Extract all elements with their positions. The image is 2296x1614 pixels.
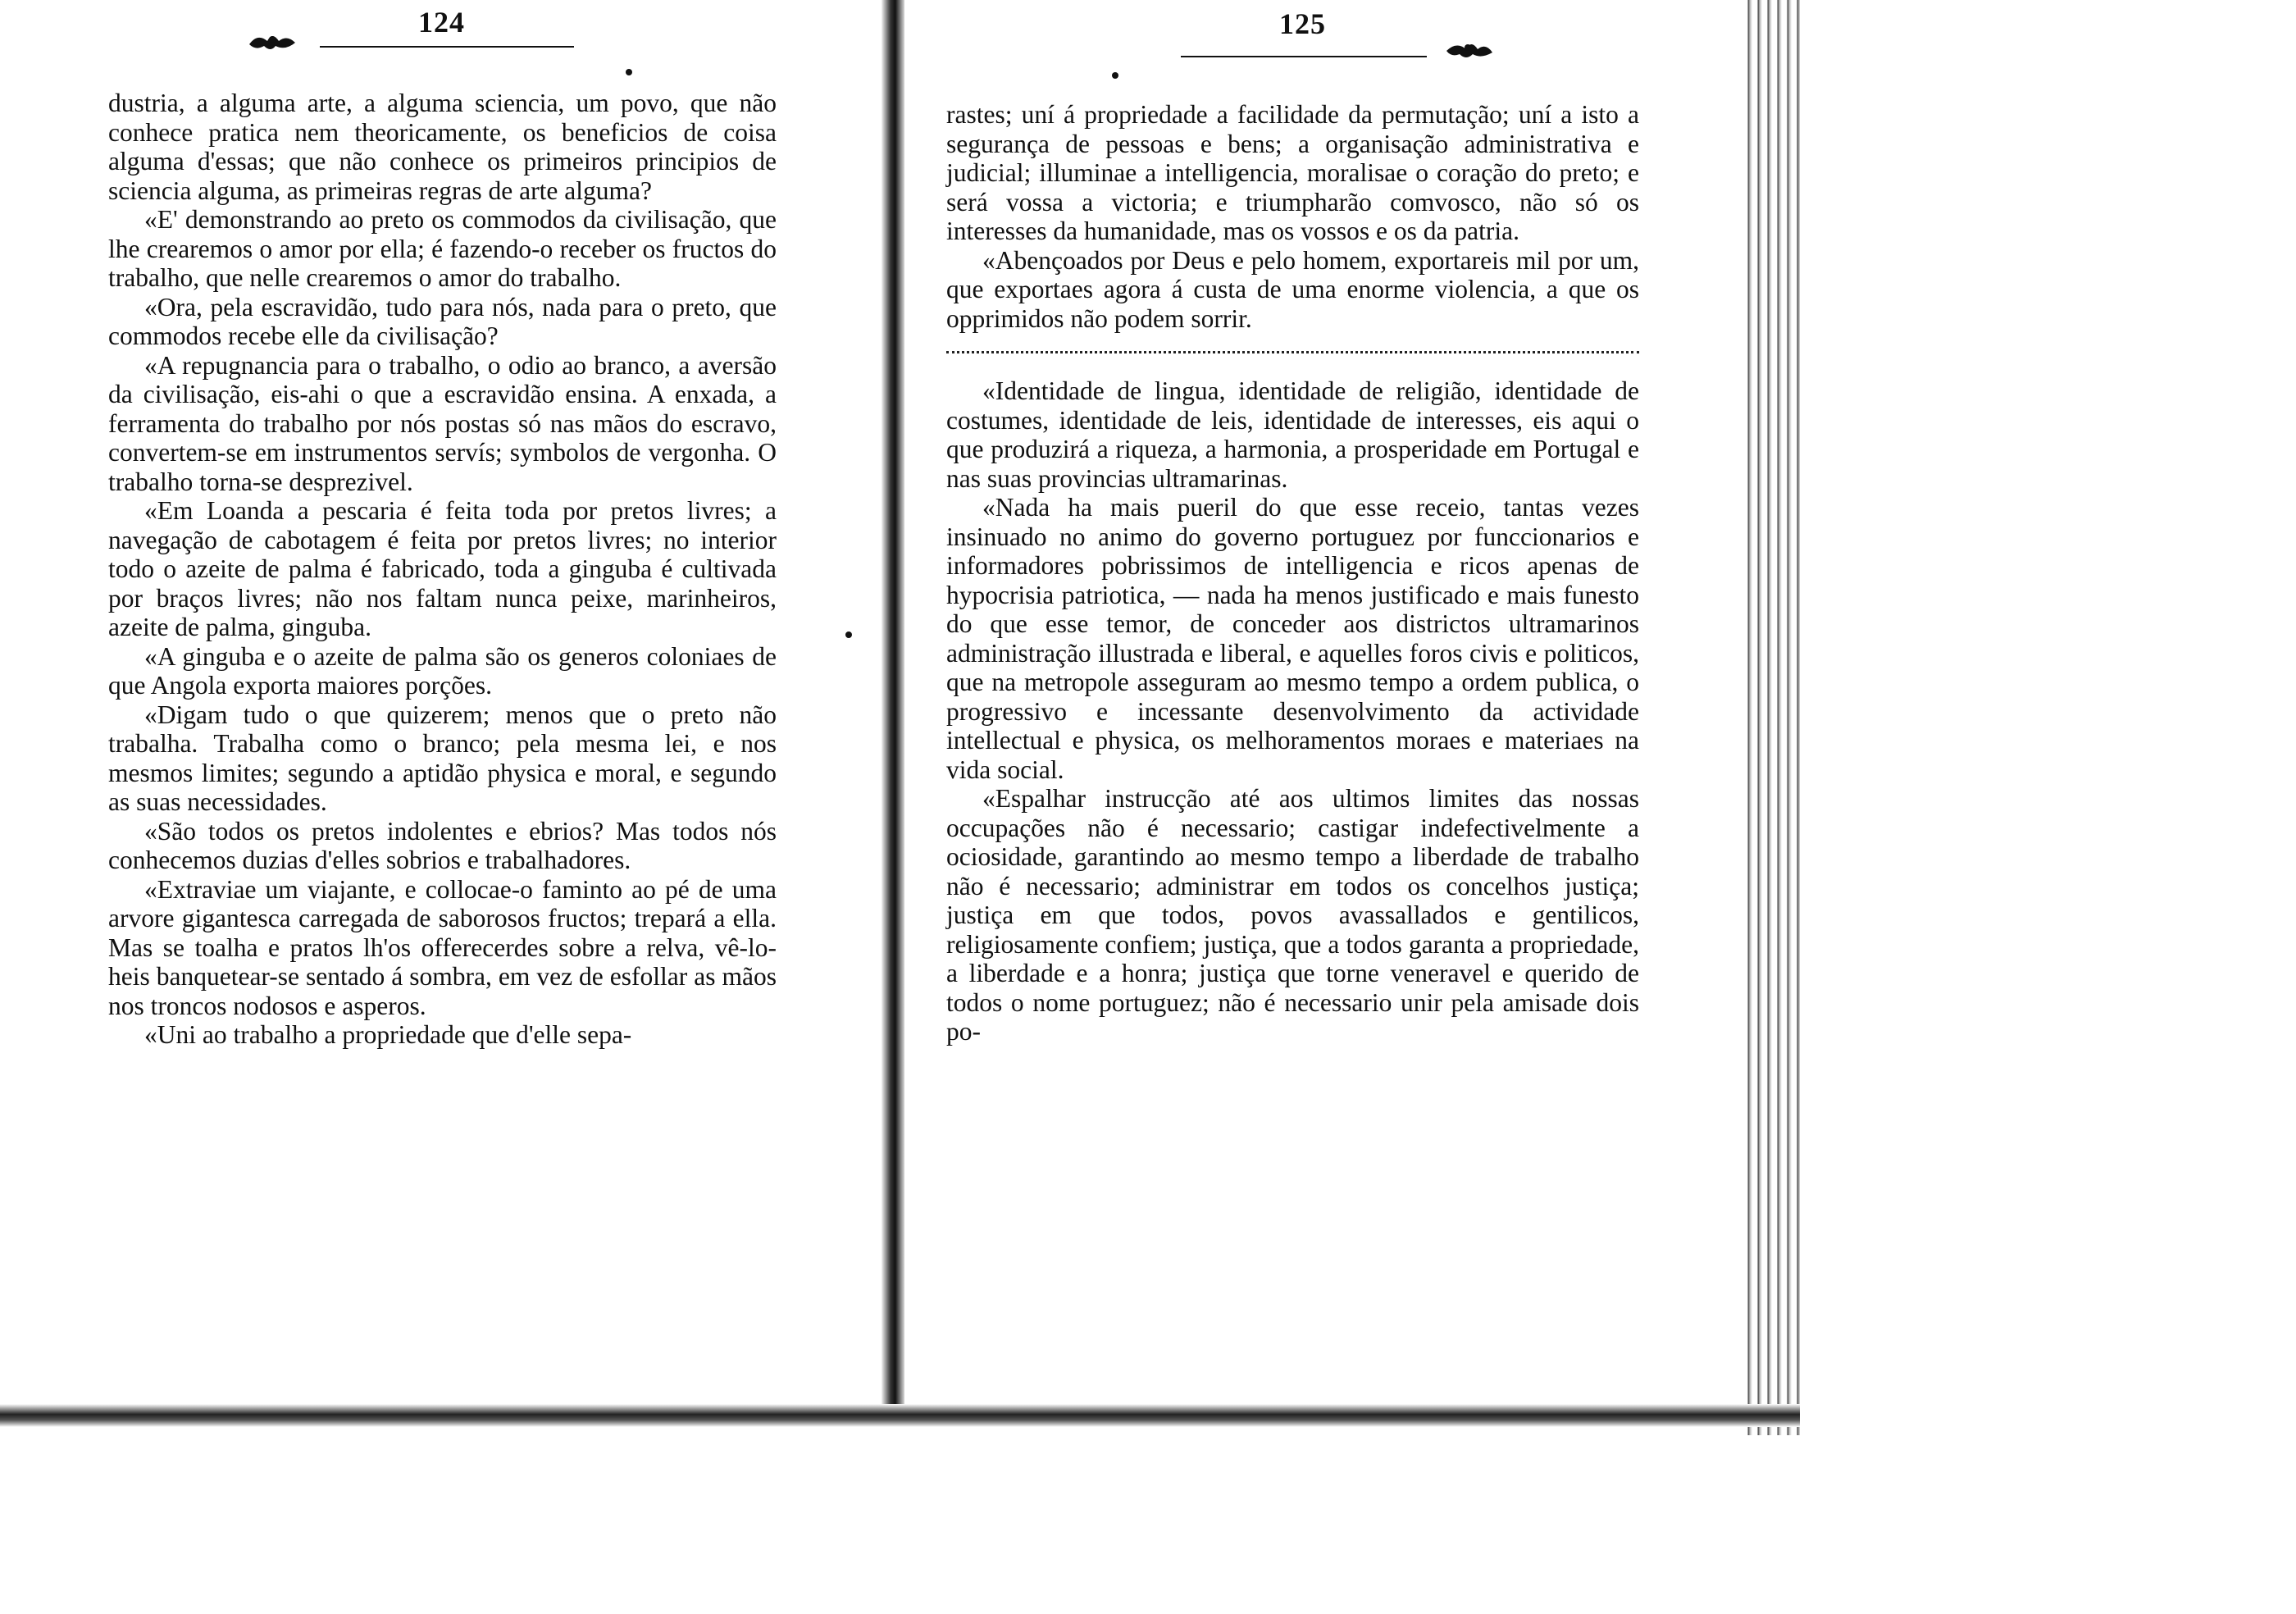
paragraph: «Nada ha mais pueril do que esse receio, tantas vezes insinuado no animo do governo portuguez por funccionarios e informadores pobrissimos de intelligencia e ricos apenas de hypocrisia patriotica, — nada ha menos justificado e mais funesto do que esse temor, de conceder aos districtos ultramarinos administração illustrada e liberal, e aquelles foros civis e politicos, que na metropole asseguram ao mesmo tempo a ordem publica, o progressivo e incessante desenvolvimento da actividade intellectual e physica, os melhoramentos moraes e materiaes na vida social. (946, 493, 1639, 784)
header-rule (320, 46, 574, 48)
right-page-text (946, 100, 1639, 1046)
ink-speck (1112, 72, 1118, 79)
dotted-section-break (946, 351, 1639, 353)
ink-speck (626, 69, 632, 75)
paragraph: «Em Loanda a pescaria é feita toda por pretos livres; a navegação de cabotagem é feita por pretos livres; no interior todo o azeite de palma é fabricado, toda a ginguba é cultivada por braços livres; não nos faltam nunca peixe, marinheiros, azeite de palma, ginguba. (108, 496, 777, 641)
printer-ornament-icon (1443, 38, 1496, 62)
paragraph: «Ora, pela escravidão, tudo para nós, nada para o preto, que commodos recebe elle da civilisação? (108, 292, 777, 350)
printer-ornament-icon (246, 30, 298, 54)
ink-speck (845, 631, 852, 638)
paragraph: dustria, a alguma arte, a alguma sciencia, um povo, que não conhece pratica nem theoricamente, os beneficios de coisa alguma d'essas; que não conhece os primeiros principios de sciencia alguma, as primeiras regras de arte alguma? (108, 89, 777, 205)
paragraph: «Extraviae um viajante, e collocae-o faminto ao pé de uma arvore gigantesca carregada de saborosos fructos; trepará a ella. Mas se toalha e pratos lh'os offerecerdes sobre a relva, vê-lo-heis banquetear-se sentado á sombra, em vez de esfollar as mãos nos troncos nodosos e asperos. (108, 874, 777, 1020)
paragraph: «Abençoados por Deus e pelo homem, exportareis mil por um, que exportaes agora á custa de uma enorme violencia, a que os opprimidos não podem sorrir. (946, 245, 1639, 333)
paragraph: rastes; uní á propriedade a facilidade da permutação; uní a isto a segurança de pessoas e bens; a organisação administrativa e judicial; illuminae a intelligencia, moralisae o coração do preto; e será vossa a victoria; e triumpharão comvosco, não só os interesses da humanidade, mas os vossos e os da patria. (946, 100, 1639, 245)
header-rule (1181, 56, 1427, 57)
paragraph: «Digam tudo o que quizerem; menos que o preto não trabalha. Trabalha como o branco; pela mesma lei, e nos mesmos limites; segundo a aptidão physica e moral, e segundo as suas necessidades. (108, 700, 777, 816)
paragraph: «A ginguba e o azeite de palma são os generos coloniaes de que Angola exporta maiores porções. (108, 641, 777, 700)
paragraph: «Uni ao trabalho a propriedade que d'elle sepa- (144, 1020, 632, 1049)
left-page-text (108, 89, 777, 1050)
page-edge-shadow (1742, 0, 1800, 1435)
right-page (927, 0, 1665, 1427)
paragraph: «E' demonstrando ao preto os commodos da civilisação, que lhe crearemos o amor por ella; é fazendo-o receber os fructos do trabalho, que nelle crearemos o amor do trabalho. (108, 205, 777, 292)
page-number: 125 (1279, 7, 1326, 40)
bottom-edge-shadow (0, 1404, 1800, 1427)
page-number: 124 (418, 6, 465, 39)
book-gutter (882, 0, 904, 1427)
paragraph: «São todos os pretos indolentes e ebrios? Mas todos nós conhecemos duzias d'elles sobrios e trabalhadores. (108, 816, 777, 874)
paragraph: «Identidade de lingua, identidade de religião, identidade de costumes, identidade de leis, identidade de interesses, eis aqui o que produzirá a riqueza, a harmonia, a prosperidade em Portugal e nas suas provincias ultramarinas. (946, 376, 1639, 493)
paragraph: «Espalhar instrucção até aos ultimos limites das nossas occupações não é necessario; castigar indefectivelmente a ociosidade, garantindo ao mesmo tempo a liberdade de trabalho não é necessario; administrar em todos os concelhos justiça; justiça em que todos, povos avassallados e gentilicos, religiosamente confiem; justiça, que a todos garanta a propriedade, a liberdade e a honra; justiça que torne veneravel e querido de todos o nome portuguez; não é necessario unir pela amisade dois po- (946, 784, 1639, 1046)
paragraph: «A repugnancia para o trabalho, o odio ao branco, a aversão da civilisação, eis-ahi o que a escravidão ensina. A enxada, a ferramenta do trabalho por nós postas só nas mãos do escravo, convertem-se em instrumentos servís; symbolos de vergonha. O trabalho torna-se desprezivel. (108, 350, 777, 496)
left-page (98, 0, 787, 1427)
